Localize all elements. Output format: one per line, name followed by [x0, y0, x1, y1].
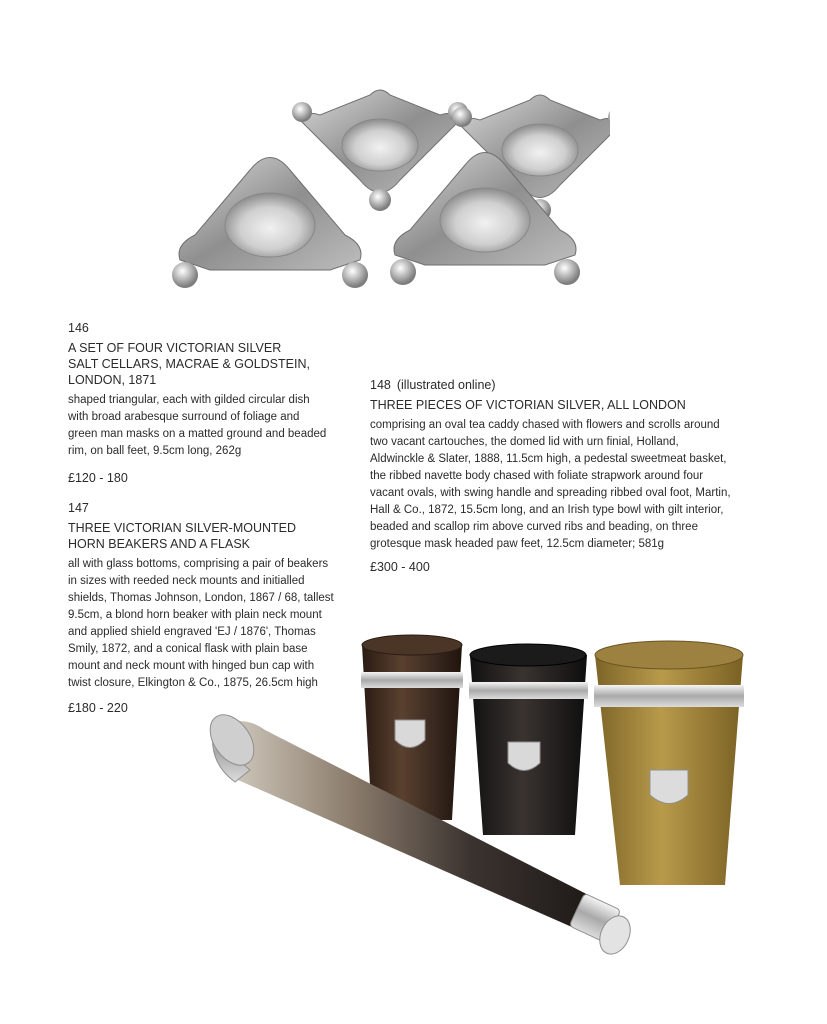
lot-title: A SET OF FOUR VICTORIAN SILVER SALT CELLARS, MACRAE & GOLDSTEIN, LONDON, 1871: [68, 341, 310, 387]
horn-beaker-3: [594, 641, 744, 885]
lot-description: all with glass bottoms, comprising a pair of beakers in sizes with reeded neck mounts and initialled shields, Thomas Johnson, London, 1867 / 68, tallest 9.5cm, a blond horn beaker with plain neck mount and applied shield engraved 'EJ / 1876', Thomas Smily, 1872, and a conical flask with plain base mount and neck mount with hinged bun cap with twist closure, Elkington & Co., 1875, 26.5cm high: [68, 558, 334, 689]
lot-title: THREE VICTORIAN SILVER-MOUNTED HORN BEAKERS AND A FLASK: [68, 521, 297, 551]
salt-cellar-3: [172, 158, 368, 289]
lot-148: [370, 377, 770, 575]
lot-title: THREE PIECES OF VICTORIAN SILVER, ALL LONDON: [370, 398, 686, 412]
horn-beakers-photo: [190, 630, 765, 965]
lot-note: (illustrated online): [396, 378, 496, 392]
lot-estimate: £180 - 220: [68, 701, 128, 715]
lot-description: shaped triangular, each with gilded circular dish with broad arabesque surround of foliage and green man masks on a matted ground and beaded rim, on ball feet, 9.5cm long, 262g: [68, 394, 327, 457]
lot-estimate: £300 - 400: [370, 560, 430, 574]
lot-number: 147: [68, 501, 89, 515]
lot-146: [68, 320, 358, 486]
lot-description: comprising an oval tea caddy chased with flowers and scrolls around two vacant cartouches, the domed lid with urn finial, Holland, Aldwinckle & Slater, 1888, 11.5cm high, a pedestal sweetmeat basket, the ribbed navette body chased with foliate strapwork around four vacant ovals, with swing handle and spreading ribbed oval foot, Martin, Hall & Co., 1872, 15.5cm long, and an Irish type bowl with gilt interior, beaded and scallop rim above curved ribs and beading, on three grotesque mask headed paw feet, 12.5cm diameter; 581g: [370, 419, 731, 550]
lot-number: 146: [68, 321, 89, 335]
lot-number: 148 (illustrated online): [370, 378, 496, 392]
lot-estimate: £120 - 180: [68, 471, 128, 485]
horn-beaker-2: [469, 644, 588, 835]
salt-cellars-photo: [170, 80, 610, 295]
